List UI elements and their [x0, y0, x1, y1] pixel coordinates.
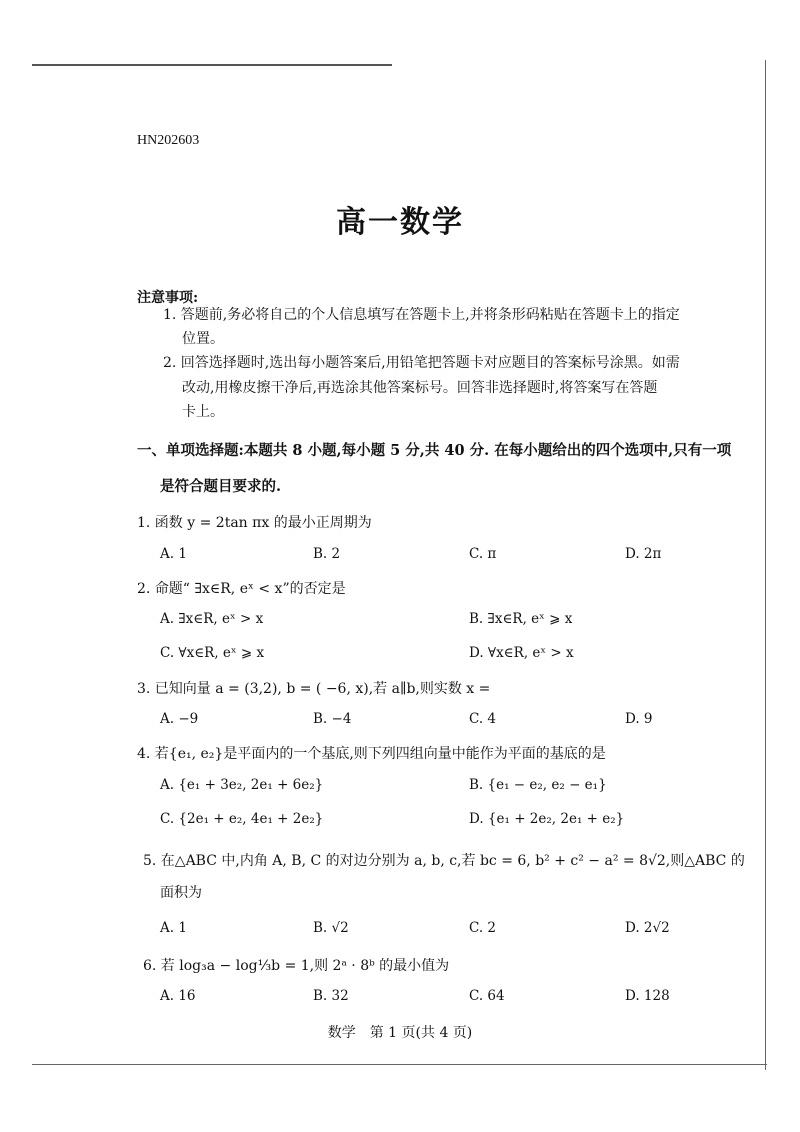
question-1-option-d: D. 2π: [625, 546, 662, 562]
top-rule: [32, 64, 392, 66]
question-6-option-b: B. 32: [313, 988, 349, 1004]
exam-code: HN202603: [137, 133, 200, 148]
question-2-stem: 2. 命题“ ∃x∈R, eˣ < x”的否定是: [137, 581, 346, 597]
bottom-rule: [32, 1064, 767, 1065]
question-1-option-a: A. 1: [160, 546, 187, 562]
notice-heading: 注意事项:: [137, 290, 199, 306]
page-title: 高一数学: [336, 205, 464, 240]
question-1-option-b: B. 2: [313, 546, 341, 562]
question-3-option-d: D. 9: [625, 711, 653, 727]
notice-line-2: 位置。: [182, 331, 224, 347]
question-1-stem: 1. 函数 y = 2tan πx 的最小正周期为: [137, 515, 372, 531]
page-footer: 数学 第 1 页(共 4 页): [327, 1025, 473, 1041]
question-6-option-d: D. 128: [625, 988, 670, 1004]
question-2-option-a: A. ∃x∈R, eˣ > x: [160, 611, 264, 627]
question-2-option-d: D. ∀x∈R, eˣ > x: [469, 645, 574, 661]
question-3-option-b: B. −4: [313, 711, 352, 727]
section-heading-line-2: 是符合题目要求的.: [160, 478, 282, 495]
question-4-option-a: A. {e₁ + 3e₂, 2e₁ + 6e₂}: [160, 777, 324, 793]
notice-line-5: 卡上。: [182, 404, 224, 420]
question-6-option-a: A. 16: [160, 988, 196, 1004]
question-6-option-c: C. 64: [469, 988, 505, 1004]
question-3-option-a: A. −9: [160, 711, 199, 727]
question-2-option-b: B. ∃x∈R, eˣ ⩾ x: [469, 611, 573, 627]
question-5-stem-continued: 面积为: [160, 885, 202, 901]
question-4-option-b: B. {e₁ − e₂, e₂ − e₁}: [469, 777, 607, 793]
question-5-option-d: D. 2√2: [625, 920, 670, 936]
notice-line-4: 改动,用橡皮擦干净后,再选涂其他答案标号。回答非选择题时,将答案写在答题: [182, 380, 658, 396]
question-5-option-a: A. 1: [160, 920, 187, 936]
question-1-option-c: C. π: [469, 546, 497, 562]
question-2-option-c: C. ∀x∈R, eˣ ⩾ x: [160, 645, 265, 661]
question-3-option-c: C. 4: [469, 711, 497, 727]
section-heading-line-1: 一、单项选择题:本题共 8 小题,每小题 5 分,共 40 分. 在每小题给出的四个选项中,只有一项: [137, 442, 732, 459]
question-4-option-d: D. {e₁ + 2e₂, 2e₁ + e₂}: [469, 811, 625, 827]
notice-line-1: 1. 答题前,务必将自己的个人信息填写在答题卡上,并将条形码粘贴在答题卡上的指定: [163, 307, 680, 323]
question-4-option-c: C. {2e₁ + e₂, 4e₁ + 2e₂}: [160, 811, 324, 827]
question-6-stem: 6. 若 log₃a − log⅓b = 1,则 2ᵃ · 8ᵇ 的最小值为: [143, 958, 450, 974]
question-5-stem: 5. 在△ABC 中,内角 A, B, C 的对边分别为 a, b, c,若 bc = 6, b² + c² − a² = 8√2,则△ABC 的: [143, 853, 745, 869]
question-5-option-c: C. 2: [469, 920, 497, 936]
question-4-stem: 4. 若{e₁, e₂}是平面内的一个基底,则下列四组向量中能作为平面的基底的是: [137, 746, 606, 762]
question-5-option-b: B. √2: [313, 920, 349, 936]
question-3-stem: 3. 已知向量 a = (3,2), b = ( −6, x),若 a∥b,则实数 x =: [137, 681, 491, 697]
notice-line-3: 2. 回答选择题时,选出每小题答案后,用铅笔把答题卡对应题目的答案标号涂黑。如需: [163, 355, 680, 371]
